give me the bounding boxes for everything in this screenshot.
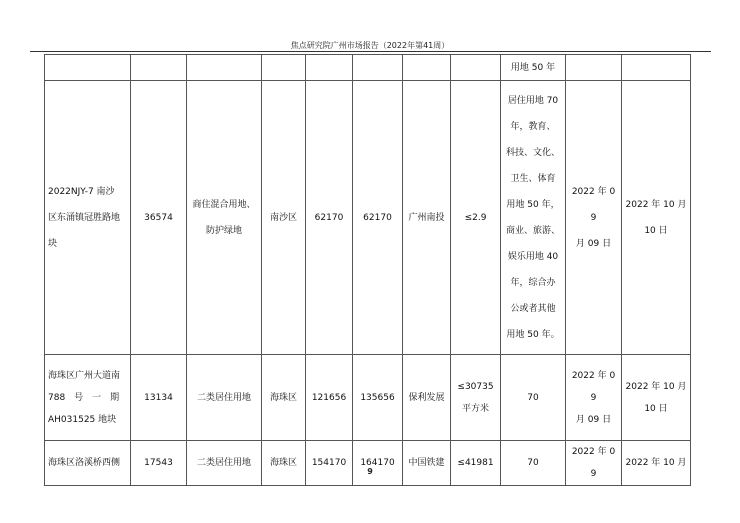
cell-line: 2022 年 09 [571, 186, 616, 223]
cell-line: 防护绿地 [205, 225, 242, 236]
cell-buyer: 广州南投 [403, 81, 451, 355]
cell-term [501, 81, 566, 355]
cell-date1 [566, 55, 622, 81]
table-row [45, 441, 691, 486]
cell-line: 二类居住用地 [196, 392, 251, 403]
cell-buyer [403, 55, 451, 81]
cell-line: ≤41981 [457, 458, 494, 468]
cell-use [187, 55, 262, 81]
cell-line: 月 09 日 [575, 238, 612, 249]
cell-name [45, 355, 131, 441]
cell-date2 [622, 55, 691, 81]
cell-line: 10 日 [644, 403, 668, 414]
cell-use [187, 441, 262, 486]
cell-line: 年，综合办 [510, 277, 556, 288]
cell-start-price: 154170 [306, 441, 353, 486]
cell-buyer: 中国铁建 [403, 441, 451, 486]
cell-buyer: 保利发展 [403, 355, 451, 441]
cell-line: 商住混合用地、 [192, 199, 256, 210]
cell-use [187, 81, 262, 355]
cell-line: 70 [527, 392, 539, 403]
cell-line: 海珠区洛溪桥西侧 [48, 458, 121, 468]
page-number: 9 [367, 467, 373, 476]
cell-use [187, 355, 262, 441]
cell-line: 科技、文化、 [505, 147, 560, 158]
cell-deal-price [353, 55, 403, 81]
cell-line: AH031525 地块 [48, 414, 117, 425]
cell-start-price: 121656 [306, 355, 353, 441]
cell-line: 2022 年 10 月 [625, 458, 687, 468]
table-row [45, 81, 691, 355]
cell-line: 商业、旅游、 [505, 225, 560, 236]
cell-line: 月 09 日 [575, 414, 612, 425]
cell-plot-ratio [451, 81, 501, 355]
cell-line: 用地 50 年。 [506, 329, 560, 340]
cell-line: 区东涌镇冠胜路地 [48, 212, 121, 223]
cell-line: 平方米 [461, 403, 489, 414]
cell-line: 公或者其他 [510, 303, 556, 314]
table-row [45, 355, 691, 441]
cell-line: 2022 年 09 [571, 370, 616, 403]
table-body [45, 55, 691, 486]
cell-line: 居住用地 70 [507, 95, 559, 106]
cell-deal-price: 135656 [353, 355, 403, 441]
cell-plot-ratio [451, 441, 501, 486]
cell-date1 [566, 441, 622, 486]
cell-date2 [622, 441, 691, 486]
cell-line: ≤30735 [457, 381, 494, 392]
cell-date2 [622, 81, 691, 355]
cell-line: 2022 年 09 [571, 447, 616, 479]
cell-deal-price: 62170 [353, 81, 403, 355]
cell-name [45, 55, 131, 81]
cell-line: 二类居住用地 [196, 458, 251, 468]
cell-name [45, 81, 131, 355]
cell-date1 [566, 81, 622, 355]
cell-line: 788 号 一 期 [48, 392, 120, 403]
cell-date1 [566, 355, 622, 441]
cell-plot-ratio [451, 55, 501, 81]
cell-line: 2022 年 10 月 [625, 381, 687, 392]
cell-term [501, 441, 566, 486]
cell-district: 海珠区 [262, 441, 306, 486]
cell-line: 2022NJY-7 南沙 [48, 186, 115, 197]
cell-start-price [306, 55, 353, 81]
cell-line: 2022 年 10 月 [625, 199, 687, 210]
cell-district: 南沙区 [262, 81, 306, 355]
cell-deal-price: 164170 [353, 441, 403, 486]
cell-plot-ratio [451, 355, 501, 441]
cell-line: 年，教育、 [510, 121, 556, 132]
report-header: 焦点研究院广州市场报告（2022年第41周） [290, 41, 450, 50]
cell-line: 海珠区广州大道南 [48, 370, 121, 381]
cell-area: 13134 [131, 355, 187, 441]
table-row [45, 55, 691, 81]
cell-line: 10 日 [644, 225, 668, 236]
cell-district [262, 55, 306, 81]
land-transaction-table [44, 54, 691, 486]
cell-start-price: 62170 [306, 81, 353, 355]
cell-district: 海珠区 [262, 355, 306, 441]
cell-line: 块 [48, 238, 58, 249]
cell-line: 用地 50 年 [510, 62, 556, 73]
cell-name [45, 441, 131, 486]
cell-line: ≤2.9 [464, 212, 487, 223]
cell-area: 17543 [131, 441, 187, 486]
cell-line: 卫生、体育 [510, 173, 556, 184]
cell-term [501, 355, 566, 441]
cell-term [501, 55, 566, 81]
cell-area: 36574 [131, 81, 187, 355]
header-rule [30, 51, 711, 52]
cell-line: 70 [527, 458, 539, 468]
cell-area [131, 55, 187, 81]
cell-date2 [622, 355, 691, 441]
cell-line: 娱乐用地 40 [507, 251, 559, 262]
cell-line: 用地 50 年， [506, 199, 560, 210]
